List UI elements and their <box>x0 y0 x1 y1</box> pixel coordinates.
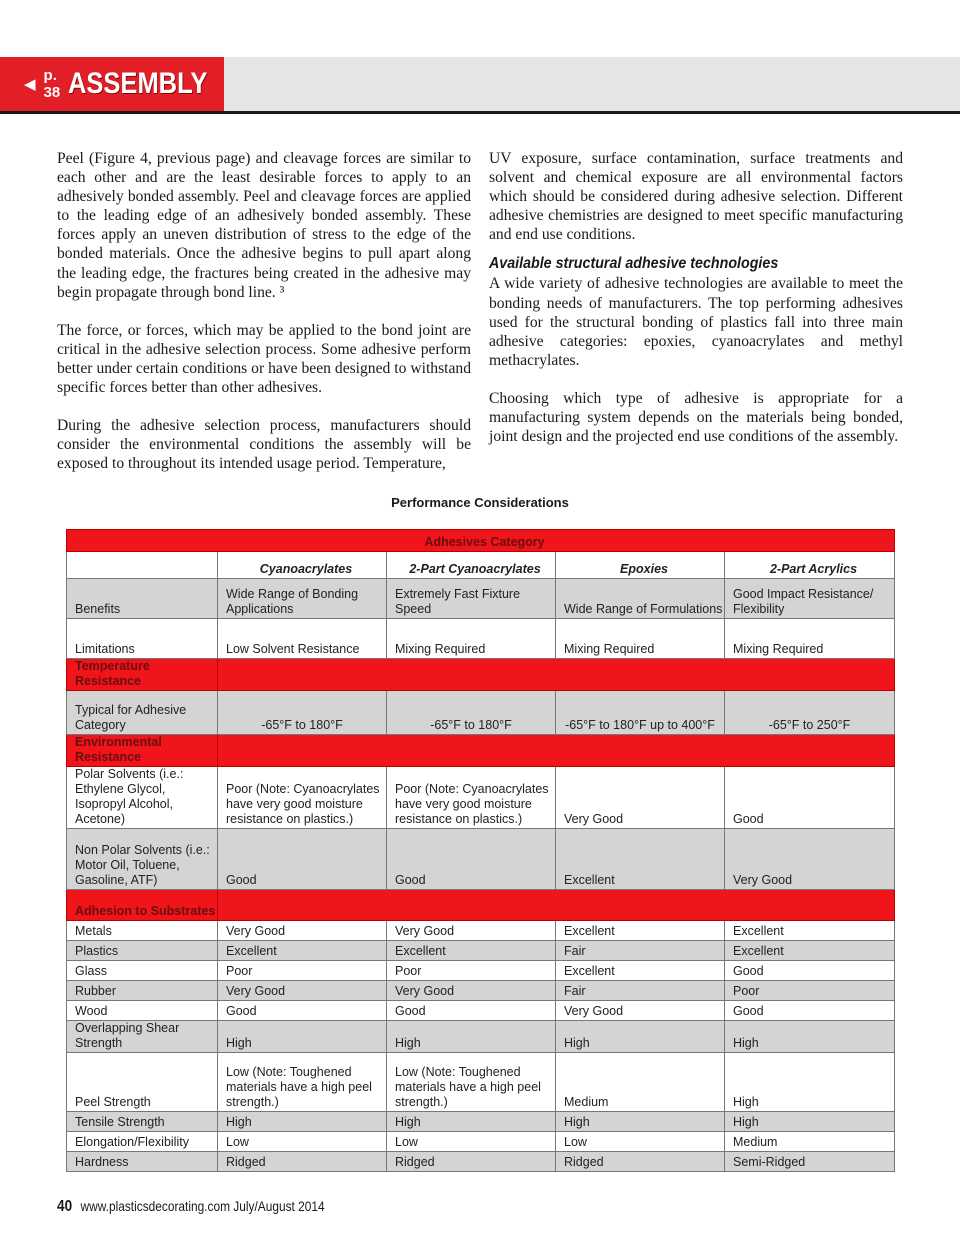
table-cell: Medium <box>556 1053 725 1112</box>
table-cell: Poor (Note: Cyanoacrylates have very good moisture resistance on plastics.) <box>387 767 556 829</box>
row-label: Benefits <box>67 579 218 619</box>
paragraph: UV exposure, surface contamination, surface treatments and solvent and chemical exposure are all environmental factors which should be considered during adhesive selection. Different adhesive chemistries are designed to meet specific manufacturing and end use conditions. <box>489 150 903 244</box>
table-cell: High <box>218 1112 387 1132</box>
table-cell: -65°F to 180°F <box>218 691 387 735</box>
section-label: Environmental Resistance <box>67 735 218 767</box>
page-reference[interactable]: p. 38 <box>43 67 61 101</box>
row-label: Metals <box>67 921 218 941</box>
paragraph: The force, or forces, which may be applied to the bond joint are critical in the adhesive selection process. Some adhesive perform better under certain conditions or have been designed to withstand specific forces better than other adhesives. <box>57 321 471 397</box>
table-cell: Very Good <box>218 981 387 1001</box>
table-cell: Good <box>387 829 556 890</box>
table-cell: Good <box>725 961 895 981</box>
table-row <box>67 691 895 735</box>
table-row <box>67 1053 895 1112</box>
row-label: Typical for Adhesive Category <box>67 691 218 735</box>
table-cell: High <box>556 1112 725 1132</box>
table-cell <box>67 552 218 579</box>
table-cell: High <box>725 1021 895 1053</box>
table-row <box>67 961 895 981</box>
table-cell: Fair <box>556 981 725 1001</box>
table-cell: Medium <box>725 1132 895 1152</box>
table-row <box>67 941 895 961</box>
section-title: ASSEMBLY <box>68 67 208 100</box>
table-cell: Good <box>218 829 387 890</box>
table-cell: High <box>725 1112 895 1132</box>
row-label: Plastics <box>67 941 218 961</box>
page-footer <box>57 1198 325 1216</box>
row-label: Wood <box>67 1001 218 1021</box>
table-cell: Excellent <box>556 961 725 981</box>
row-label: Overlapping Shear Strength <box>67 1021 218 1053</box>
table-row <box>67 981 895 1001</box>
column-header: Epoxies <box>556 552 725 579</box>
table-row <box>67 1021 895 1053</box>
column-header: Cyanoacrylates <box>218 552 387 579</box>
table-cell: Very Good <box>725 829 895 890</box>
table-cell: Poor <box>387 961 556 981</box>
column-header: 2-Part Acrylics <box>725 552 895 579</box>
table-row <box>67 659 895 691</box>
table-cell: Very Good <box>218 921 387 941</box>
table-cell: High <box>387 1021 556 1053</box>
table-cell: Good <box>387 1001 556 1021</box>
table-cell <box>218 735 895 767</box>
table-cell: Mixing Required <box>556 619 725 659</box>
table-cell: -65°F to 180°F <box>387 691 556 735</box>
table-row <box>67 579 895 619</box>
table-row <box>67 890 895 921</box>
table-cell: Ridged <box>387 1152 556 1172</box>
table-cell: High <box>725 1053 895 1112</box>
paragraph: Choosing which type of adhesive is appropriate for a manufacturing system depends on the materials being bonded, joint design and the projected end use conditions of the assembly. <box>489 389 903 446</box>
table-row <box>67 1001 895 1021</box>
table-cell: Good Impact Resistance/ Flexibility <box>725 579 895 619</box>
section-tab[interactable] <box>0 57 224 111</box>
table-cell: Low <box>218 1132 387 1152</box>
table-cell: Ridged <box>218 1152 387 1172</box>
table-row <box>67 552 895 579</box>
table-cell: Good <box>725 1001 895 1021</box>
table-title: Performance Considerations <box>391 495 569 510</box>
table-cell: Very Good <box>387 981 556 1001</box>
table-row <box>67 619 895 659</box>
row-label: Non Polar Solvents (i.e.: Motor Oil, Toluene, Gasoline, ATF) <box>67 829 218 890</box>
table-row <box>67 921 895 941</box>
table-row <box>67 1132 895 1152</box>
table-cell: Ridged <box>556 1152 725 1172</box>
category-header: Adhesives Category <box>67 530 895 552</box>
table-cell: Very Good <box>387 921 556 941</box>
row-label: Peel Strength <box>67 1053 218 1112</box>
table-cell: Excellent <box>556 921 725 941</box>
table-cell: Excellent <box>725 941 895 961</box>
row-label: Tensile Strength <box>67 1112 218 1132</box>
back-arrow-icon[interactable]: ◀ <box>24 76 36 93</box>
footer-text[interactable]: www.plasticsdecorating.com July/August 2014 <box>80 1198 325 1214</box>
paragraph: During the adhesive selection process, manufacturers should consider the environmental conditions the assembly will be exposed to throughout its intended usage period. Temperature, <box>57 417 471 473</box>
table-cell: Low Solvent Resistance <box>218 619 387 659</box>
table-cell: Poor <box>218 961 387 981</box>
table-cell: -65°F to 180°F up to 400°F <box>556 691 725 735</box>
table-cell: Wide Range of Bonding Applications <box>218 579 387 619</box>
table-cell: Excellent <box>218 941 387 961</box>
table-cell <box>218 890 895 921</box>
table-cell <box>218 659 895 691</box>
section-label: Temperature Resistance <box>67 659 218 691</box>
table-cell: High <box>387 1112 556 1132</box>
table-cell: Good <box>218 1001 387 1021</box>
table-cell: Poor (Note: Cyanoacrylates have very good moisture resistance on plastics.) <box>218 767 387 829</box>
paragraph: A wide variety of adhesive technologies are available to meet the bonding needs of manufacturers. The top performing adhesives used for the structural bonding of plastics fall into three main adhesive categories: epoxies, cyanoacrylates and methyl methacrylates. <box>489 275 903 369</box>
table-row <box>67 1112 895 1132</box>
table-row <box>67 1152 895 1172</box>
table-row <box>67 767 895 829</box>
table-cell: Mixing Required <box>387 619 556 659</box>
table-cell: Very Good <box>556 767 725 829</box>
table-cell: High <box>218 1021 387 1053</box>
table-cell: Low <box>387 1132 556 1152</box>
table-cell: Very Good <box>556 1001 725 1021</box>
performance-table <box>66 529 895 1172</box>
table-cell: Good <box>725 767 895 829</box>
table-cell: Extremely Fast Fixture Speed <box>387 579 556 619</box>
left-column <box>57 149 471 492</box>
row-label: Polar Solvents (i.e.: Ethylene Glycol, Isopropyl Alcohol, Acetone) <box>67 767 218 829</box>
table-cell: Fair <box>556 941 725 961</box>
table-cell: Low (Note: Toughened materials have a high peel strength.) <box>387 1053 556 1112</box>
table-cell: Excellent <box>556 829 725 890</box>
section-heading: Available structural adhesive technologies <box>489 255 779 273</box>
row-label: Elongation/Flexibility <box>67 1132 218 1152</box>
table-cell: Excellent <box>725 921 895 941</box>
row-label: Glass <box>67 961 218 981</box>
table-cell: High <box>556 1021 725 1053</box>
table-row <box>67 530 895 552</box>
row-label: Limitations <box>67 619 218 659</box>
table-cell: Poor <box>725 981 895 1001</box>
right-column <box>489 149 903 465</box>
row-label: Hardness <box>67 1152 218 1172</box>
table-cell: Low (Note: Toughened materials have a high peel strength.) <box>218 1053 387 1112</box>
paragraph: Peel (Figure 4, previous page) and cleavage forces are similar to each other and are the least desirable forces to apply to an adhesively bonded assembly. Peel and cleavage forces are applied to the leading edge of an adhesively bonded assembly. These forces apply an uneven distribution of stress to the edge of the bonded materials. Once the adhesive begins to pull apart along the leading edge, the fractures being created in the adhesive may begin propagate through bond line. ³ <box>57 150 471 301</box>
page-number: 40 <box>57 1198 73 1215</box>
section-label: Adhesion to Substrates <box>67 890 218 921</box>
table-row <box>67 829 895 890</box>
column-header: 2-Part Cyanoacrylates <box>387 552 556 579</box>
table-cell: Low <box>556 1132 725 1152</box>
table-cell: Semi-Ridged <box>725 1152 895 1172</box>
table-cell: Wide Range of Formulations <box>556 579 725 619</box>
table-cell: Mixing Required <box>725 619 895 659</box>
table-cell: Excellent <box>387 941 556 961</box>
row-label: Rubber <box>67 981 218 1001</box>
table-row <box>67 735 895 767</box>
table-cell: -65°F to 250°F <box>725 691 895 735</box>
